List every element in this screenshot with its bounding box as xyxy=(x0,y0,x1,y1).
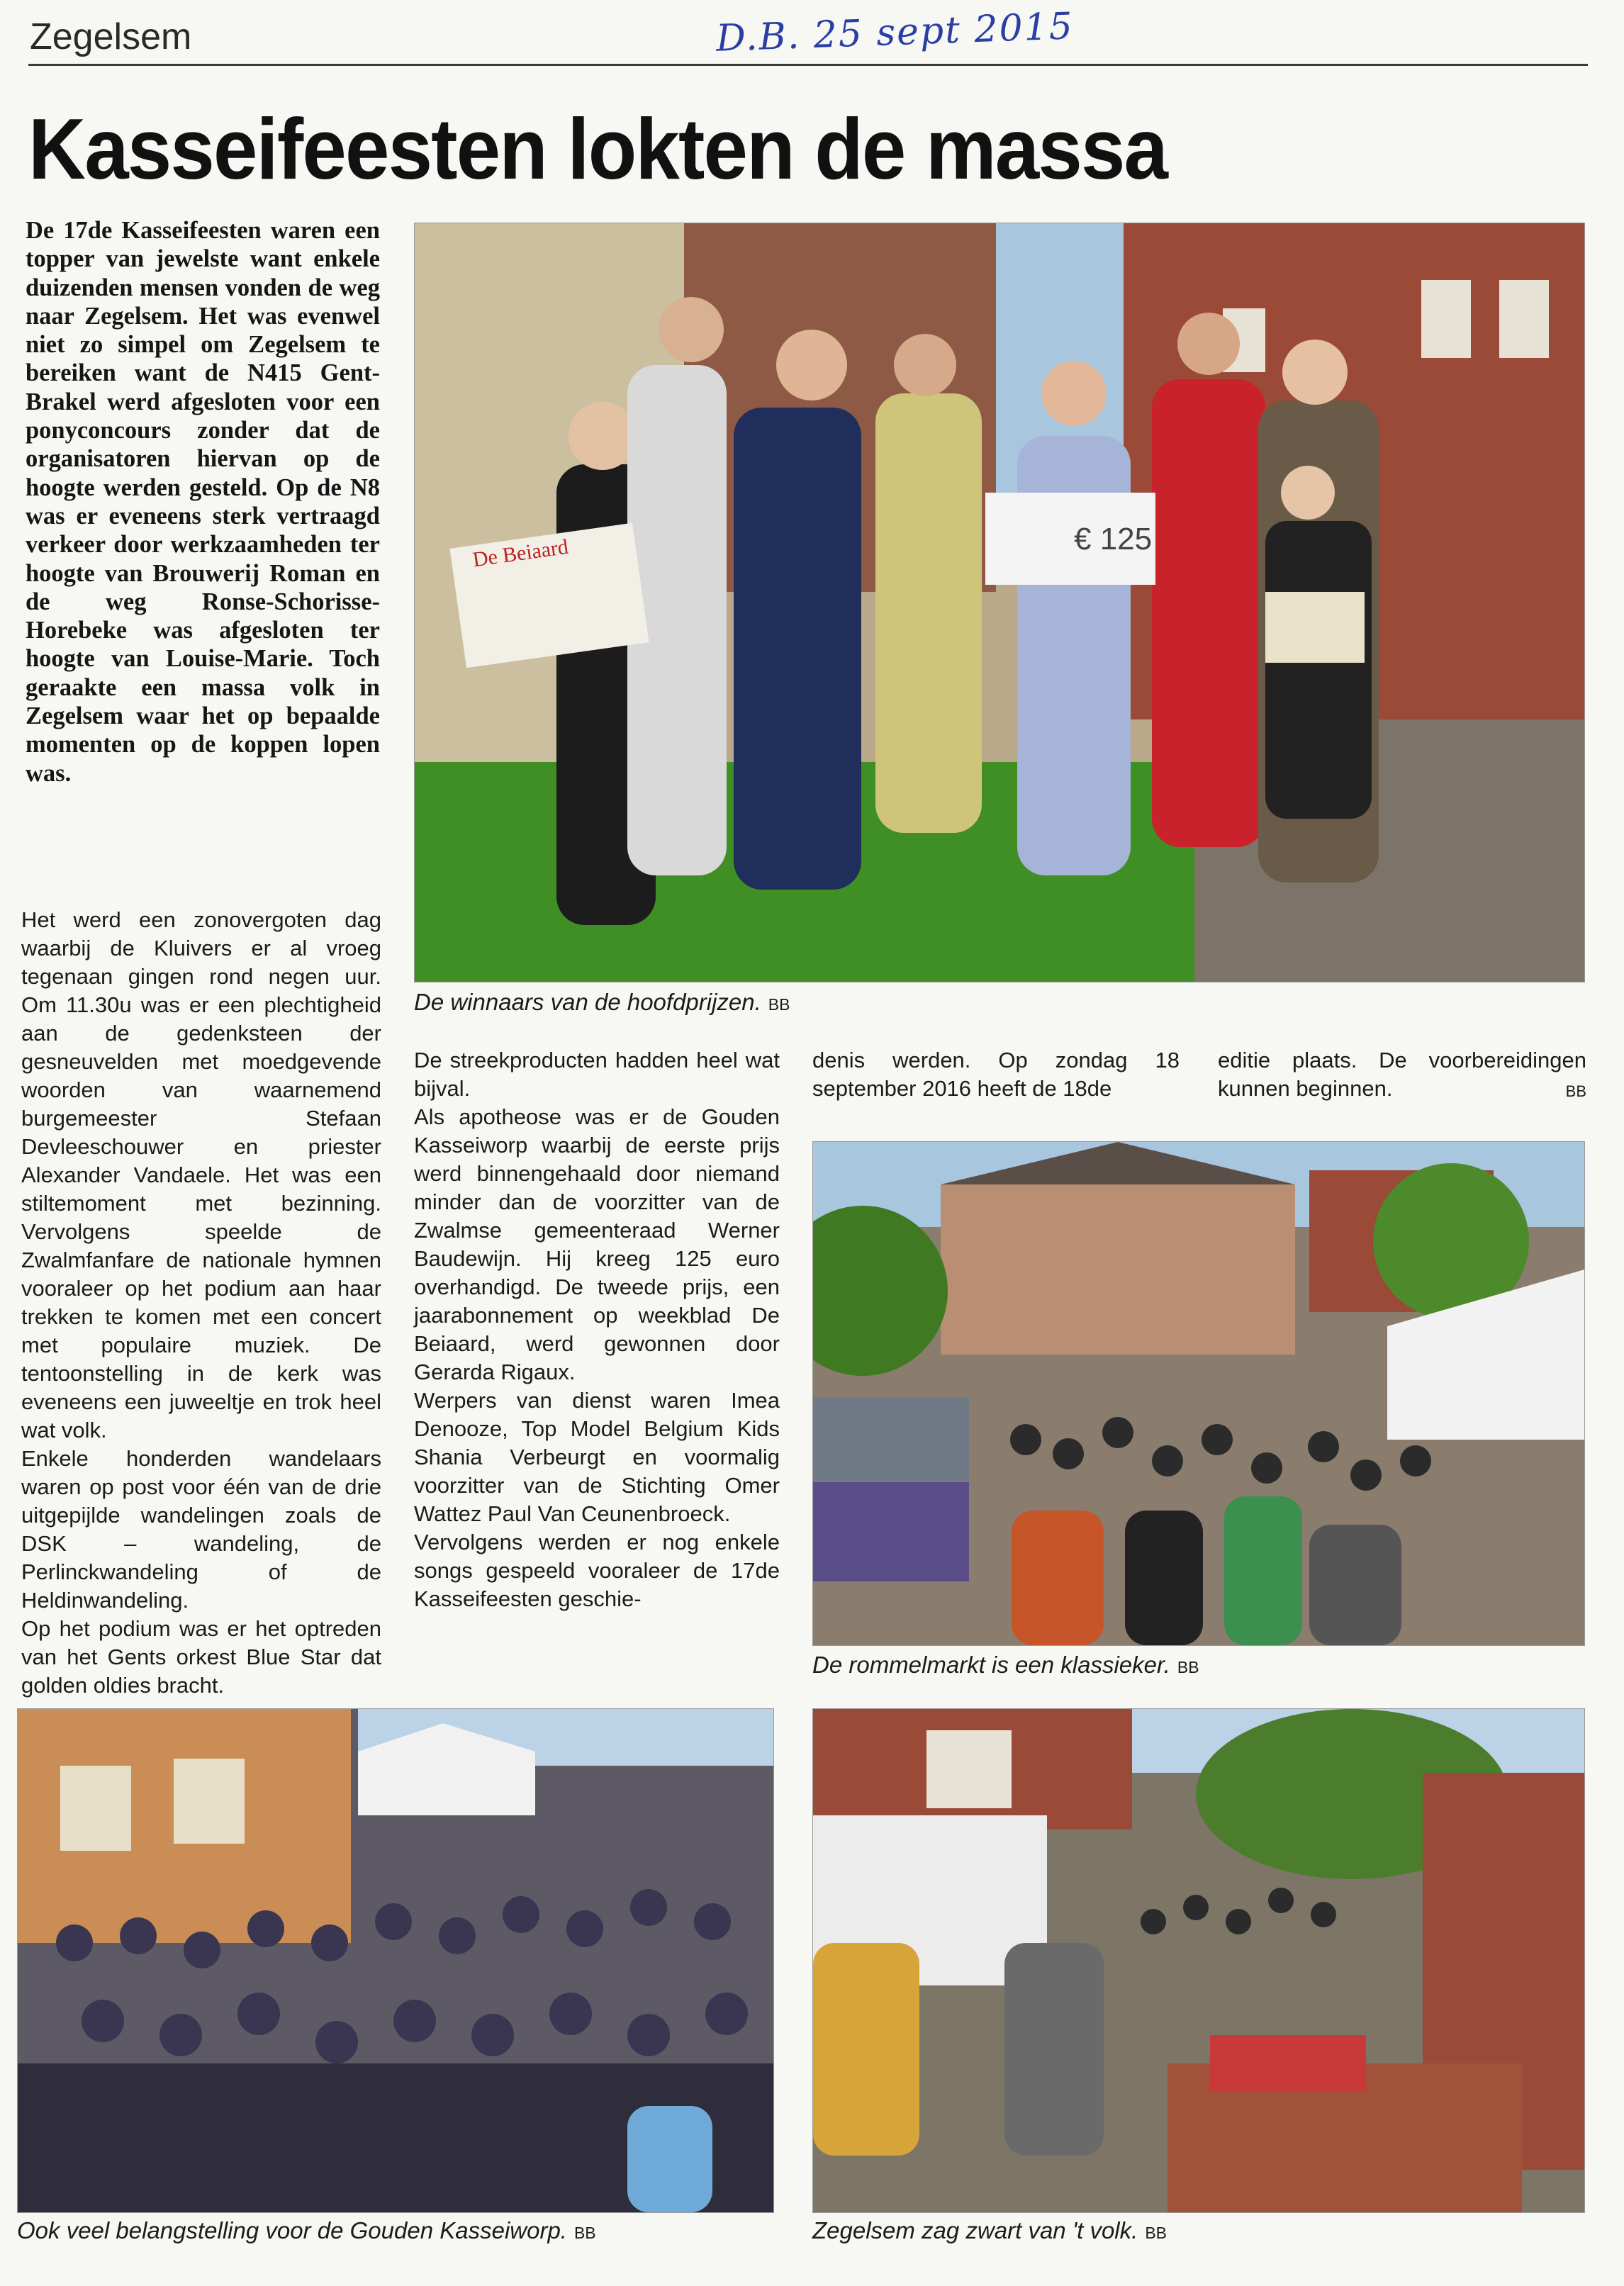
paragraph: De streekproducten hadden heel wat bijval. xyxy=(414,1048,780,1101)
photo-flea-market xyxy=(812,1141,1585,1646)
paragraph: Vervolgens werden er nog enkele songs gespeeld vooraleer de 17de Kasseifeesten geschie- xyxy=(414,1530,780,1611)
photo-credit: BB xyxy=(768,995,790,1014)
caption-photo-1: De winnaars van de hoofdprijzen. BB xyxy=(414,989,790,1015)
photo-credit: BB xyxy=(573,2224,596,2242)
article-byline: BB xyxy=(1565,1082,1586,1100)
body-column-2 xyxy=(414,1046,780,1613)
paragraph: Op het podium was er het optreden van het Gents orkest Blue Star dat golden oldies bracht. xyxy=(21,1616,381,1698)
article-headline: Kasseifeesten lokten de massa xyxy=(28,101,1167,197)
paragraph: Het werd een zonovergoten dag waarbij de Kluivers er al vroeg tegenaan gingen rond negen uur. Om 11.30u was er een plechtigheid aan de gedenksteen der gesneuvelden met moedgevende woorden van waarnemend burgemeester Stefaan Devleeschouwer en priester Alexander Vandaele. Het was een stiltemoment met bezinning. Vervolgens speelde de Zwalmfanfare de nationale hymnen vooraleer op het podium aan haar trekken te komen met een concert met populaire muziek. De tentoonstelling in de kerk was eveneens een juweeltje en trok heel wat volk. xyxy=(21,907,381,1442)
photo-crowd-kasseiworp xyxy=(17,1708,774,2213)
photo-busy-street xyxy=(812,1708,1585,2213)
photo-newspaper-mast: De Beiaard xyxy=(471,534,570,572)
caption-photo-2: De rommelmarkt is een klassieker. BB xyxy=(812,1652,1199,1678)
section-label: Zegelsem xyxy=(30,16,192,57)
paragraph: denis werden. Op zondag 18 september 2016 heeft de 18de xyxy=(812,1048,1180,1101)
photo-credit: BB xyxy=(1177,1658,1199,1676)
photo-crowd-kasseiworp-image xyxy=(18,1709,773,2212)
article-lead: De 17de Kasseifeesten waren een topper van jewelste want enkele duizenden mensen vonden de weg naar Zegelsem. Het was evenwel niet zo simpel om Zegelsem te bereiken want de N415 Gent-Brakel werd afgesloten voor een ponyconcours zonder dat de organisatoren hiervan op de hoogte werden gesteld. Op de N8 was er eveneens sterk vertraagd verkeer door werkzaamheden ter hoogte van Brouwerij Roman en de weg Ronse-Schorisse-Horebeke was afgesloten ter hoogte van Louise-Marie. Toch geraakte een massa volk in Zegelsem waar het op bepaalde momenten op de koppen lopen was. xyxy=(26,217,380,787)
photo-cheque-amount: € 125 xyxy=(1074,522,1153,556)
paragraph: Enkele honderden wandelaars waren op post voor één van de drie uitgepijlde wandelingen zoals de DSK – wandeling, de Perlinckwandeling of de Heldinwandeling. xyxy=(21,1446,381,1613)
paragraph: editie plaats. De voorbereidingen kunnen beginnen. BB xyxy=(1218,1046,1586,1103)
photo-credit: BB xyxy=(1145,2224,1167,2242)
caption-photo-3: Ook veel belangstelling voor de Gouden Kasseiworp. BB xyxy=(17,2217,596,2243)
body-column-3 xyxy=(812,1046,1180,1103)
header-rule xyxy=(28,64,1588,66)
paragraph: Als apotheose was er de Gouden Kasseiworp waarbij de eerste prijs werd binnengehaald door niemand minder dan de voorzitter van de Zwalmse gemeenteraad Werner Baudewijn. Hij kreeg 125 euro overhandigd. De tweede prijs, een jaarabonnement op weekblad De Beiaard, werd gewonnen door Gerarda Rigaux. xyxy=(414,1104,780,1384)
photo-busy-street-image xyxy=(813,1709,1584,2212)
paragraph: Werpers van dienst waren Imea Denooze, Top Model Belgium Kids Shania Verbeurgt en voormalig voorzitter van de Stichting Omer Wattez Paul Van Ceunenbroeck. xyxy=(414,1388,780,1526)
photo-prize-winners-image xyxy=(415,223,1584,982)
photo-flea-market-image xyxy=(813,1142,1584,1645)
body-column-1 xyxy=(21,906,381,1700)
handwritten-date-note: D.B. 25 sept 2015 xyxy=(715,5,1075,60)
caption-photo-4: Zegelsem zag zwart van 't volk. BB xyxy=(812,2217,1167,2243)
body-column-4 xyxy=(1218,1046,1586,1106)
photo-prize-winners xyxy=(414,223,1585,982)
